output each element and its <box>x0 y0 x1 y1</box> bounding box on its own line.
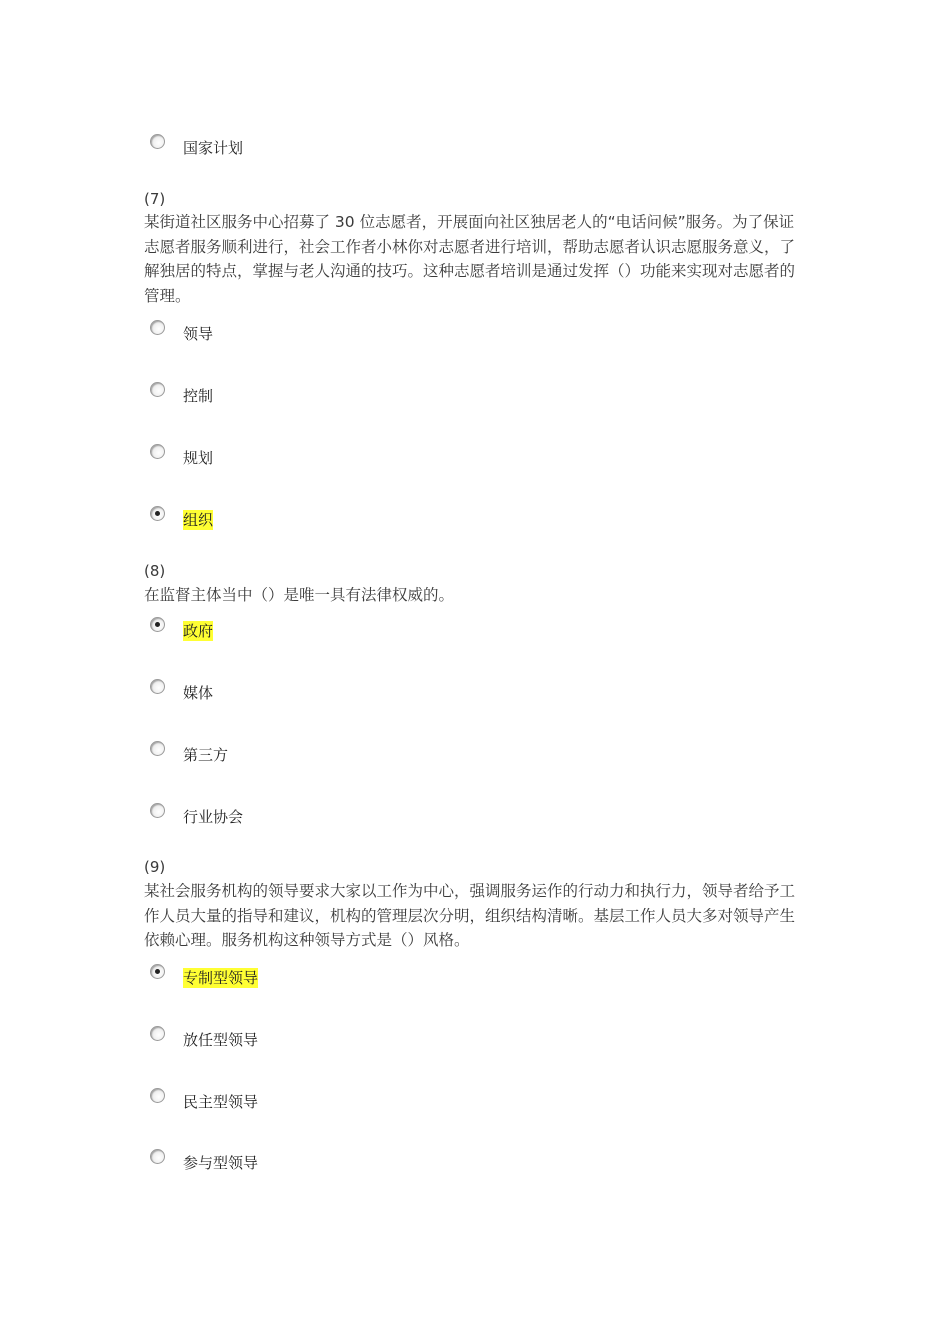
option-label: 控制 <box>183 387 214 405</box>
option-item[interactable] <box>150 506 550 530</box>
option-label: 领导 <box>183 325 214 343</box>
question-number: (9) <box>144 858 166 876</box>
option-label: 参与型领导 <box>183 1154 259 1172</box>
radio-button-checked[interactable] <box>150 964 165 979</box>
radio-button[interactable] <box>150 741 165 756</box>
radio-button-checked[interactable] <box>150 617 165 632</box>
option-item[interactable] <box>150 803 550 827</box>
question-text: 某街道社区服务中心招募了 30 位志愿者，开展面向社区独居老人的“电话问候”服务。为了保证志愿者服务顺利进行，社会工作者小林你对志愿者进行培训，帮助志愿者认识志愿服务意义，了解独居的特点，掌握与老人沟通的技巧。这种志愿者培训是通过发挥（）功能来实现对志愿者的管理。 <box>144 213 796 305</box>
option-item[interactable] <box>150 320 550 344</box>
option-item[interactable] <box>150 964 550 988</box>
option-label-highlighted: 组织 <box>183 511 214 529</box>
option-item[interactable] <box>150 444 550 468</box>
option-item[interactable] <box>150 679 550 703</box>
option-label: 行业协会 <box>183 808 244 826</box>
radio-button[interactable] <box>150 320 165 335</box>
radio-button[interactable] <box>150 1149 165 1164</box>
radio-button[interactable] <box>150 1026 165 1041</box>
option-guojia-jihua[interactable] <box>150 134 550 158</box>
radio-button[interactable] <box>150 444 165 459</box>
option-item[interactable] <box>150 1026 550 1050</box>
question-text: 在监督主体当中（）是唯一具有法律权威的。 <box>144 586 455 604</box>
radio-button[interactable] <box>150 134 165 149</box>
option-item[interactable] <box>150 1088 550 1112</box>
option-label: 媒体 <box>183 684 214 702</box>
option-item[interactable] <box>150 1149 550 1173</box>
option-label: 第三方 <box>183 746 229 764</box>
option-label: 国家计划 <box>183 139 244 157</box>
option-item[interactable] <box>150 741 550 765</box>
question-text: 某社会服务机构的领导要求大家以工作为中心，强调服务运作的行动力和执行力，领导者给予工作人员大量的指导和建议，机构的管理层次分明，组织结构清晰。基层工作人员大多对领导产生依赖心理。服务机构这种领导方式是（）风格。 <box>144 882 796 949</box>
option-item[interactable] <box>150 617 550 641</box>
radio-button[interactable] <box>150 803 165 818</box>
option-label: 民主型领导 <box>183 1093 259 1111</box>
option-label-highlighted: 专制型领导 <box>183 969 259 987</box>
radio-button[interactable] <box>150 679 165 694</box>
radio-button[interactable] <box>150 382 165 397</box>
option-label: 放任型领导 <box>183 1031 259 1049</box>
option-label: 规划 <box>183 449 214 467</box>
radio-button-checked[interactable] <box>150 506 165 521</box>
radio-button[interactable] <box>150 1088 165 1103</box>
question-number: (8) <box>144 562 166 580</box>
question-number: (7) <box>144 190 166 208</box>
option-item[interactable] <box>150 382 550 406</box>
option-label-highlighted: 政府 <box>183 622 214 640</box>
